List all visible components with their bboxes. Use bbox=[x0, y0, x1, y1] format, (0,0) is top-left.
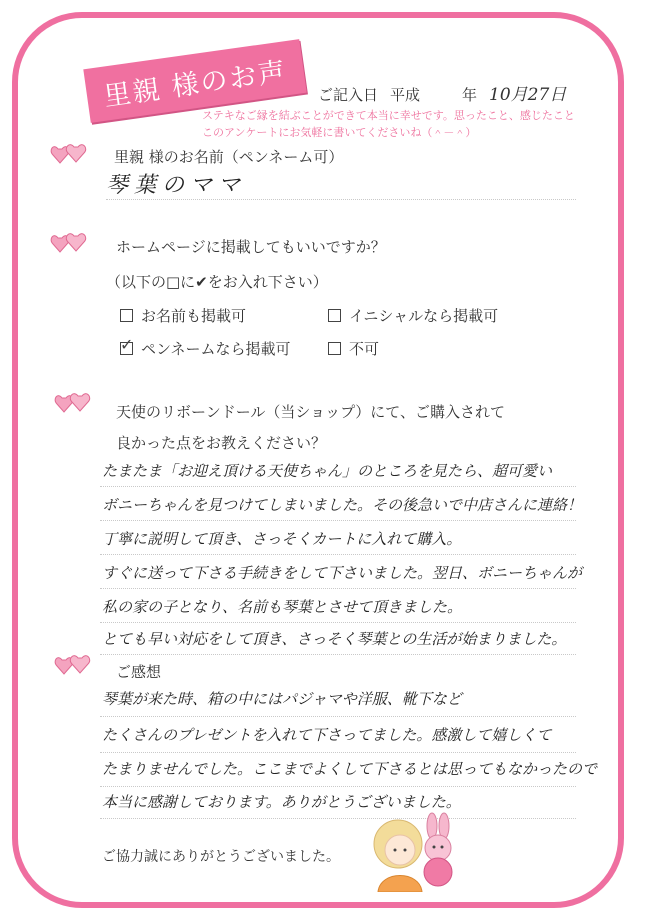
answer-line bbox=[106, 199, 576, 200]
option-label: 不可 bbox=[349, 340, 380, 358]
q2-label: ホームページに掲載してもいいですか？ bbox=[116, 238, 386, 256]
heart-icon bbox=[50, 232, 90, 258]
mascot-illustration bbox=[362, 812, 464, 892]
q4-answer-line: たくさんのプレゼントを入れて下さってました。感激して嬉しくて bbox=[102, 726, 552, 744]
q3-answer-line: たまたま「お迎え頂ける天使ちゃん」のところを見たら、超可愛い bbox=[102, 462, 553, 480]
q3-answer-line: すぐに送って下さる手続きをして下さいました。翌日、ボニーちゃんが bbox=[102, 564, 583, 582]
q4-answer-line: たまりませんでした。ここまでよくして下さるとは思ってもなかったので bbox=[102, 760, 598, 778]
answer-line bbox=[100, 654, 576, 655]
option-label: ペンネームなら掲載可 bbox=[141, 340, 291, 358]
q2-sub: （以下の□に✔をお入れ下さい） bbox=[106, 273, 328, 291]
option-name-ok[interactable] bbox=[120, 305, 246, 326]
answer-line bbox=[100, 622, 576, 623]
heart-icon bbox=[50, 143, 90, 169]
option-penname-ok[interactable] bbox=[120, 338, 291, 359]
q1-answer: 琴葉のママ bbox=[106, 173, 247, 198]
date-row bbox=[318, 80, 566, 105]
intro-note-line: ステキなご縁を結ぶことができて本当に幸せです。思ったこと、感じたこと bbox=[202, 109, 575, 122]
checkbox-icon[interactable] bbox=[120, 309, 133, 322]
q3-answer-line: 私の家の子となり、名前も琴葉とさせて頂きました。 bbox=[102, 598, 463, 616]
date-label: ご記入日 bbox=[318, 86, 379, 104]
answer-line bbox=[100, 588, 576, 589]
option-initial-ok[interactable] bbox=[328, 305, 498, 326]
intro-note-line: このアンケートにお気軽に書いてくださいね（＾－＾） bbox=[202, 126, 477, 139]
answer-line bbox=[100, 818, 576, 819]
intro-note bbox=[202, 107, 602, 141]
heart-icon bbox=[54, 654, 94, 680]
option-label: イニシャルなら掲載可 bbox=[349, 307, 499, 325]
option-label: お名前も掲載可 bbox=[141, 307, 247, 325]
q3-label-line2: 良かった点をお教えください？ bbox=[116, 434, 327, 452]
q4-label: ご感想 bbox=[116, 663, 162, 681]
q4-answer-line: 本当に感謝しております。ありがとうございました。 bbox=[102, 793, 461, 811]
q3-answer-line: ボニーちゃんを見つけてしまいました。その後急いで中店さんに連絡！ bbox=[102, 496, 583, 514]
date-written: 10月27日 bbox=[489, 85, 567, 105]
answer-line bbox=[100, 752, 576, 753]
answer-line bbox=[100, 554, 576, 555]
page-title: 里親 様のお声 bbox=[101, 55, 289, 113]
q1-label: 里親 様のお名前（ペンネーム可） bbox=[114, 148, 344, 166]
option-not-ok[interactable] bbox=[328, 338, 379, 359]
checkbox-icon[interactable] bbox=[328, 309, 341, 322]
checkbox-icon[interactable] bbox=[120, 342, 133, 355]
q3-answer-line: 丁寧に説明して頂き、さっそくカートに入れて購入。 bbox=[102, 530, 462, 548]
q3-answer-line: とても早い対応をして頂き、さっそく琴葉との生活が始まりました。 bbox=[102, 630, 567, 648]
date-year-label: 年 bbox=[462, 86, 478, 104]
q3-label-line1: 天使のリボーンドール（当ショップ）にて、ご購入されて bbox=[116, 403, 505, 421]
q4-answer-line: 琴葉が来た時、箱の中にはパジャマや洋服、靴下など bbox=[102, 690, 462, 708]
answer-line bbox=[100, 486, 576, 487]
answer-line bbox=[100, 786, 576, 787]
heart-icon bbox=[54, 392, 94, 418]
answer-line bbox=[100, 520, 576, 521]
answer-line bbox=[100, 716, 576, 717]
date-era: 平成 bbox=[390, 86, 421, 104]
closing-message: ご協力誠にありがとうございました。 bbox=[102, 849, 340, 865]
checkbox-icon[interactable] bbox=[328, 342, 341, 355]
